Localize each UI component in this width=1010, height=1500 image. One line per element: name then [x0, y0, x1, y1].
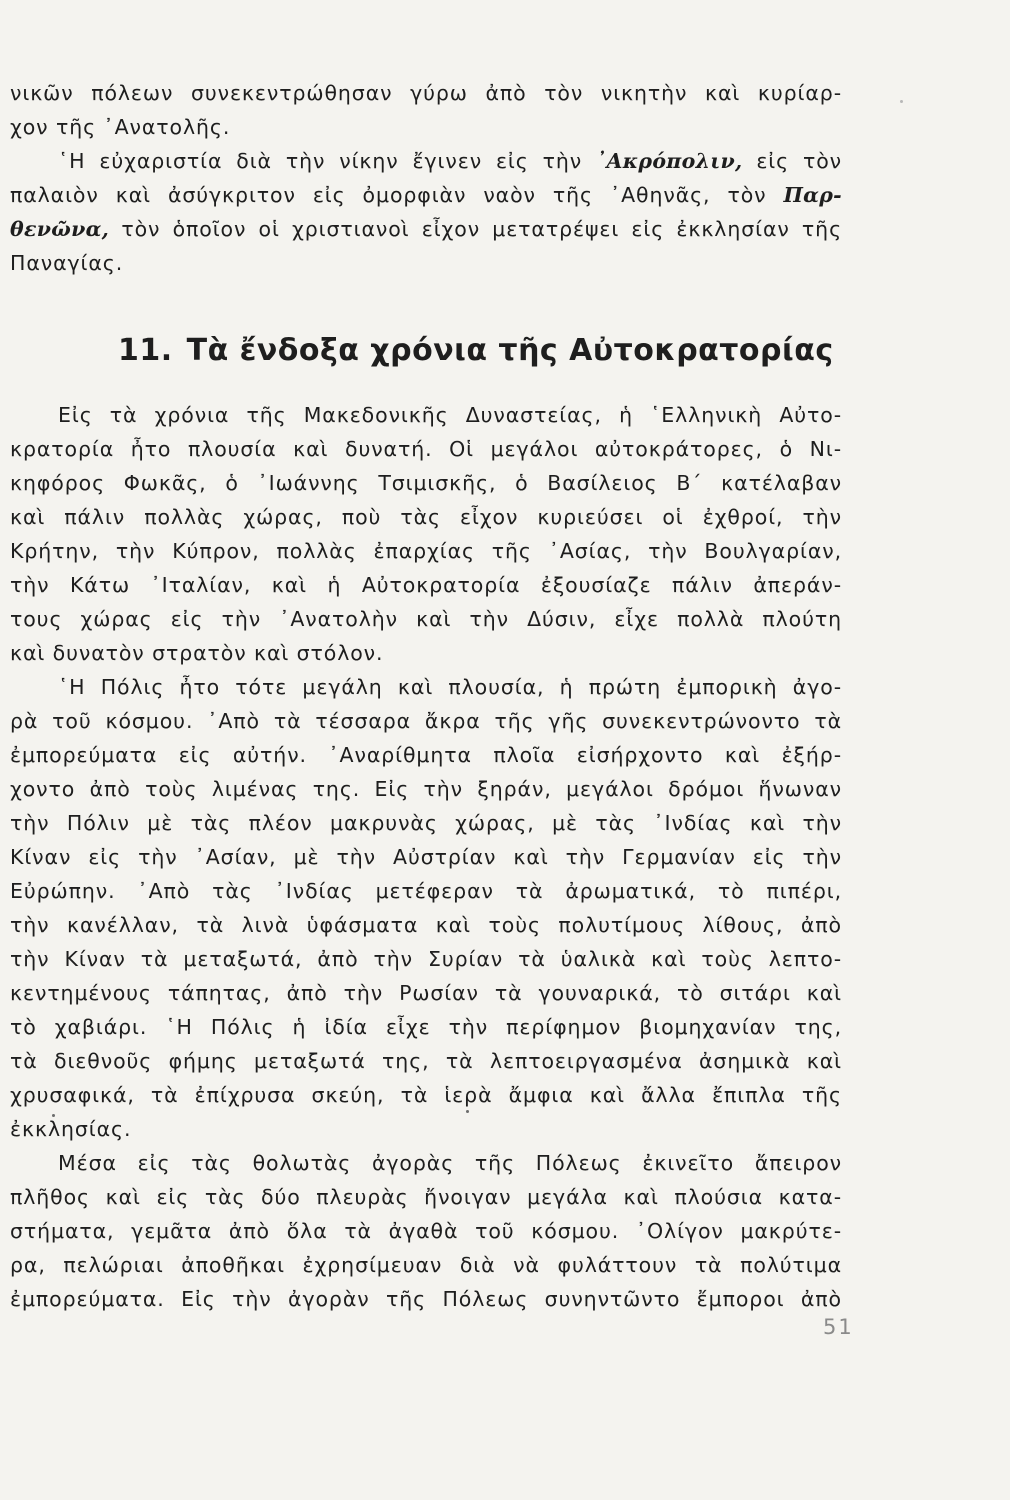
text-line: νικῶν πόλεων συνεκεντρώθησαν γύρω ἀπὸ τὸν νικητὴν καὶ κυρίαρ-: [10, 81, 842, 105]
text-line: καὶ πάλιν πολλὰς χώρας, ποὺ τὰς εἶχον κυριεύσει οἱ ἐχθροί, τὴν: [10, 505, 842, 529]
acropolis-term: ᾿Ακρόπολιν,: [595, 149, 743, 173]
text-line: χρυσαφικά, τὰ ἐπίχρυσα σκεύη, τὰ ἱερὰ ἄμφια καὶ ἄλλα ἔπιπλα τῆς: [10, 1083, 842, 1107]
text-run: εἰς τὸν: [742, 149, 842, 173]
text-line: τὰ διεθνοῦς φήμης μεταξωτά της, τὰ λεπτοειργασμένα ἀσημικὰ καὶ: [10, 1049, 842, 1073]
text-line: κρατορία ἦτο πλουσία καὶ δυνατή. Οἱ μεγάλοι αὐτοκράτορες, ὁ Νι-: [10, 437, 842, 461]
scan-speck: [52, 1114, 55, 1117]
text-line: ἐκκλησίας.: [10, 1117, 132, 1141]
text-line: Μέσα εἰς τὰς θολωτὰς ἀγορὰς τῆς Πόλεως ἐκινεῖτο ἄπειρον: [58, 1151, 842, 1175]
text-line: χον τῆς ᾿Ανατολῆς.: [10, 115, 231, 139]
text-run: ῾Η εὐχαριστία διὰ τὴν νίκην ἔγινεν εἰς τὴν: [58, 149, 596, 173]
text-line: Εὐρώπην. ᾿Απὸ τὰς ᾿Ινδίας μετέφεραν τὰ ἀρωματικά, τὸ πιπέρι,: [10, 879, 842, 903]
text-line: τὴν Κάτω ᾿Ιταλίαν, καὶ ἡ Αὐτοκρατορία ἐξουσίαζε πάλιν ἀπεράν-: [10, 573, 842, 597]
text-line: [10, 178, 842, 212]
book-page: [10, 0, 854, 1500]
text-line: ρὰ τοῦ κόσμου. ᾿Απὸ τὰ τέσσαρα ἄκρα τῆς γῆς συνεκεντρώνοντο τὰ: [10, 709, 842, 733]
text-line: τους χώρας εἰς τὴν ᾿Ανατολὴν καὶ τὴν Δύσιν, εἶχε πολλὰ πλούτη: [10, 607, 842, 631]
text-line: χοντο ἀπὸ τοὺς λιμένας της. Εἰς τὴν ξηράν, μεγάλοι δρόμοι ἥνωναν: [10, 777, 842, 801]
section-title: Τὰ ἔνδοξα χρόνια τῆς Αὐτοκρατορίας: [186, 333, 834, 368]
text-line: καὶ δυνατὸν στρατὸν καὶ στόλον.: [10, 641, 384, 665]
text-run: παλαιὸν καὶ ἀσύγκριτον εἰς ὀμορφιὰν ναὸν τῆς ᾿Αθηνᾶς, τὸν: [10, 183, 784, 207]
text-line: κηφόρος Φωκᾶς, ὁ ᾿Ιωάννης Τσιμισκῆς, ὁ Βασίλειος Β΄ κατέλαβαν: [10, 471, 842, 495]
text-line: τὸ χαβιάρι. ῾Η Πόλις ἡ ἰδία εἶχε τὴν περίφημον βιομηχανίαν της,: [10, 1015, 842, 1039]
text-line: πλῆθος καὶ εἰς τὰς δύο πλευρὰς ἤνοιγαν μεγάλα καὶ πλούσια κατα-: [10, 1185, 842, 1209]
text-line: Κρήτην, τὴν Κύπρον, πολλὰς ἐπαρχίας τῆς ᾿Ασίας, τὴν Βουλγαρίαν,: [10, 539, 842, 563]
text-line: ρα, πελώριαι ἀποθῆκαι ἐχρησίμευαν διὰ νὰ φυλάττουν τὰ πολύτιμα: [10, 1253, 842, 1277]
section-heading: [118, 326, 834, 376]
text-line: τὴν Πόλιν μὲ τὰς πλέον μακρυνὰς χώρας, μὲ τὰς ᾿Ινδίας καὶ τὴν: [10, 811, 842, 835]
parthenon-term-start: Παρ-: [783, 183, 842, 207]
text-line: Εἰς τὰ χρόνια τῆς Μακεδονικῆς Δυναστείας, ἡ ῾Ελληνικὴ Αὐτο-: [58, 403, 842, 427]
text-line: Παναγίας.: [10, 251, 124, 275]
text-line: ἐμπορεύματα εἰς αὐτήν. ᾿Αναρίθμητα πλοῖα εἰσήρχοντο καὶ ἐξήρ-: [10, 743, 842, 767]
text-line: Κίναν εἰς τὴν ᾿Ασίαν, μὲ τὴν Αὐστρίαν καὶ τὴν Γερμανίαν εἰς τὴν: [10, 845, 842, 869]
section-number: 11.: [118, 333, 173, 368]
text-line: κεντημένους τάπητας, ἀπὸ τὴν Ρωσίαν τὰ γουναρικά, τὸ σιτάρι καὶ: [10, 981, 842, 1005]
text-line: τὴν κανέλλαν, τὰ λινὰ ὑφάσματα καὶ τοὺς πολυτίμους λίθους, ἀπὸ: [10, 913, 842, 937]
text-line: ῾Η Πόλις ἦτο τότε μεγάλη καὶ πλουσία, ἡ πρώτη ἐμπορικὴ ἀγο-: [58, 675, 842, 699]
text-line: [10, 212, 842, 246]
scan-speck: [900, 100, 903, 103]
text-line: στήματα, γεμᾶτα ἀπὸ ὅλα τὰ ἀγαθὰ τοῦ κόσμου. ᾿Ολίγον μακρύτε-: [10, 1219, 842, 1243]
scan-speck: [466, 1110, 469, 1113]
text-line: τὴν Κίναν τὰ μεταξωτά, ἀπὸ τὴν Συρίαν τὰ ὑαλικὰ καὶ τοὺς λεπτο-: [10, 947, 842, 971]
page-number: 51: [823, 1315, 854, 1339]
text-line: ἐμπορεύματα. Εἰς τὴν ἀγορὰν τῆς Πόλεως συνηντῶντο ἔμποροι ἀπὸ: [10, 1287, 842, 1311]
text-line: [10, 144, 842, 178]
text-run: τὸν ὁποῖον οἱ χριστιανοὶ εἶχον μετατρέψει εἰς ἐκκλησίαν τῆς: [109, 217, 842, 241]
parthenon-term-end: θενῶνα,: [10, 217, 110, 241]
